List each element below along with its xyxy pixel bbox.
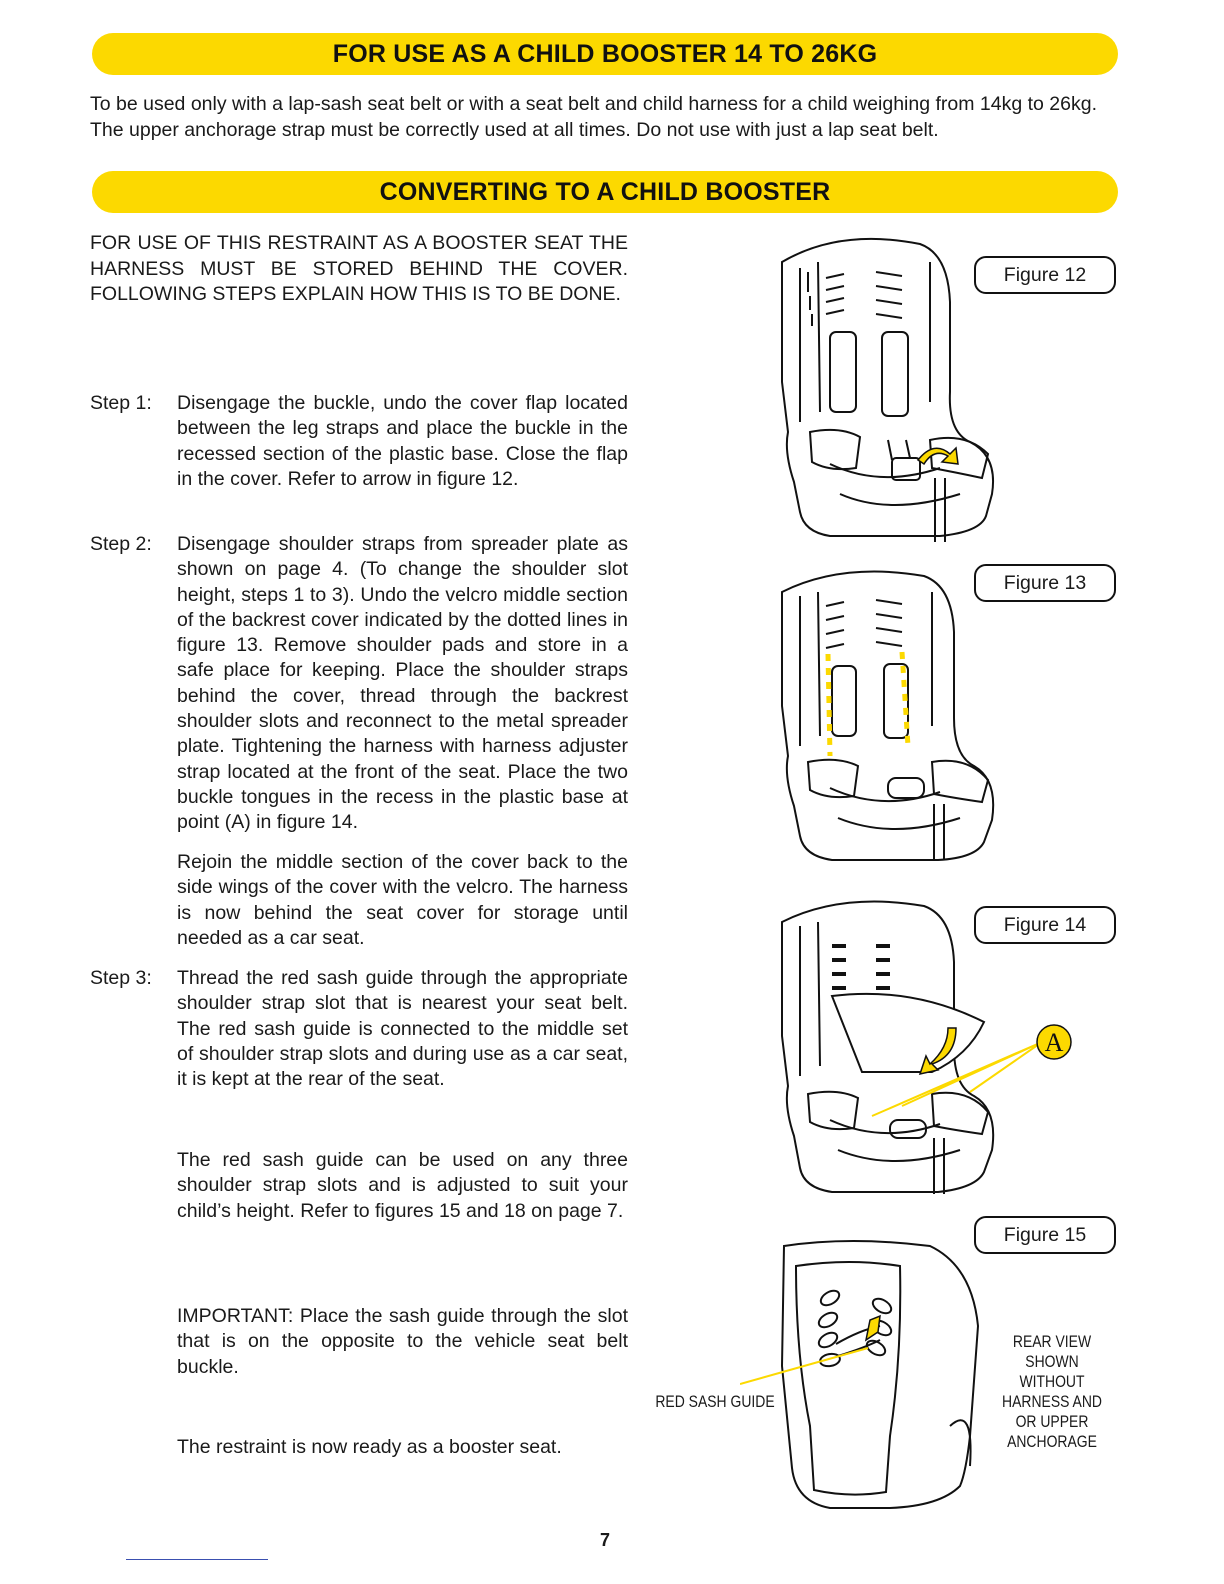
rear-view-caption [993, 1332, 1111, 1452]
step-text: Thread the red sash guide through the appropriate shoulder strap slot that is nearest your seat belt. The red sash guide is connected to the middle set of shoulder strap slots and during use as a car seat, it is kept at the rear of the seat. [177, 967, 628, 1091]
figure-label-text: Figure 14 [1003, 913, 1087, 936]
caption-line: HARNESS AND [1002, 1392, 1102, 1411]
caption-line: SHOWN WITHOUT [1019, 1352, 1085, 1391]
step-3 [90, 966, 628, 1092]
section-banner-booster [92, 33, 1118, 75]
step-label: Step 3: [90, 967, 152, 989]
figure-14-seat-illustration [772, 896, 1072, 1202]
step-label: Step 1: [90, 392, 152, 414]
section-banner-converting [92, 171, 1118, 213]
caption-line: OR UPPER [1015, 1412, 1089, 1431]
step-text: Disengage shoulder straps from spreader plate as shown on page 4. (To change the shoulder slot height, steps 1 to 3). Undo the velcro middle section of the backrest cover indicated by the dotted lines in figure 13. Remove shoulder pads and store in a safe place for keeping. Place the shoulder straps behind the cover, thread through the backrest shoulder slots and reconnect to the metal spreader plate. Tightening the harness with harness adjuster strap located at the front of the seat. Place the two buckle tongues in the recess in the plastic base at point (A) in figure 14. [177, 533, 628, 834]
page-number: 7 [599, 1530, 610, 1550]
step-label: Step 2: [90, 533, 152, 555]
figure-12-seat-illustration [770, 232, 1002, 548]
figure-label-text: Figure 15 [1003, 1223, 1087, 1246]
step-text: Disengage the buckle, undo the cover flap located between the leg straps and place the buckle in the recessed section of the plastic base. Close the flap in the cover. Refer to arrow in figure 12. [177, 392, 628, 490]
banner-title: FOR USE AS A CHILD BOOSTER 14 TO 26KG [332, 39, 878, 68]
intro-paragraph: To be used only with a lap-sash seat belt or with a seat belt and child harness for a child weighing from 14kg to 26kg. The upper anchorage strap must be correctly used at all times. Do not use with just a lap seat belt. [90, 93, 1097, 141]
point-a-label: A [1044, 1028, 1064, 1057]
footer-rule [126, 1559, 268, 1560]
figure-13-seat-illustration [772, 566, 998, 862]
figure-label-text: Figure 12 [1003, 263, 1087, 286]
harness-storage-notice: FOR USE OF THIS RESTRAINT AS A BOOSTER SEAT THE HARNESS MUST BE STORED BEHIND THE COVER. FOLLOWING STEPS EXPLAIN HOW THIS IS TO BE DONE. [90, 232, 628, 305]
sash-guide-paragraph: The red sash guide can be used on any three shoulder strap slots and is adjusted to suit your child’s height. Refer to figures 15 and 18 on page 7. [177, 1149, 628, 1222]
important-paragraph: IMPORTANT: Place the sash guide through the slot that is on the opposite to the vehicle seat belt buckle. [177, 1305, 628, 1378]
figure-15-rear-view-illustration [740, 1236, 980, 1512]
rejoin-paragraph: Rejoin the middle section of the cover back to the side wings of the cover with the velcro. The harness is now behind the seat cover for storage until needed as a car seat. [177, 851, 628, 949]
step-2 [90, 532, 628, 836]
banner-title: CONVERTING TO A CHILD BOOSTER [379, 177, 831, 206]
figure-label-text: Figure 13 [1003, 571, 1087, 594]
ready-paragraph: The restraint is now ready as a booster seat. [177, 1436, 562, 1458]
figure-15-label [974, 1216, 1116, 1254]
red-sash-guide-label: RED SASH GUIDE [655, 1392, 775, 1411]
step-1 [90, 391, 628, 492]
caption-line: ANCHORAGE [1007, 1432, 1097, 1451]
caption-line: REAR VIEW [1012, 1332, 1092, 1351]
